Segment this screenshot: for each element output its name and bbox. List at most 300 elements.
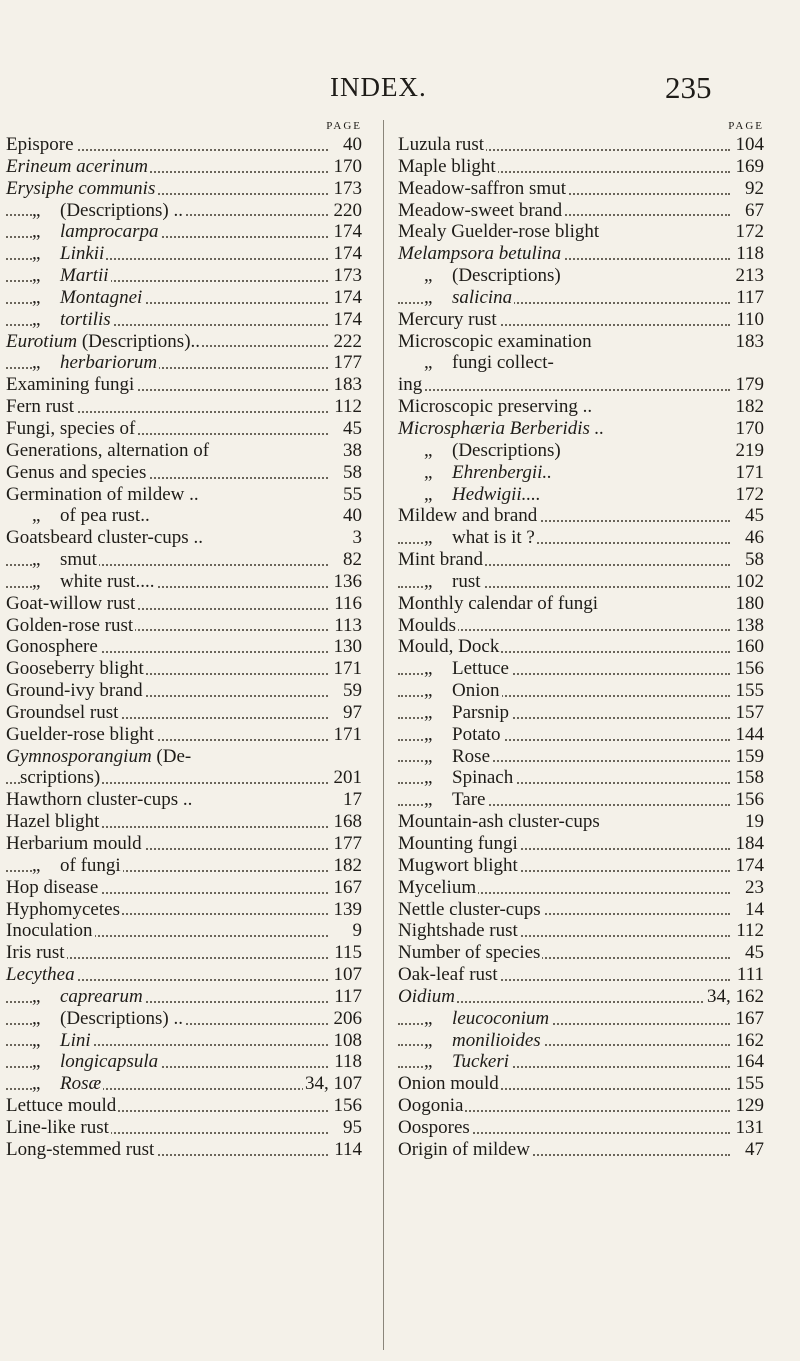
index-entry: [398, 462, 770, 484]
entry-page-ref: 174: [333, 286, 362, 308]
entry-term: Examining fungi: [6, 374, 135, 396]
index-entry: [6, 331, 368, 353]
entry-term: fungi collect-: [452, 352, 554, 374]
entry-page-ref: 156: [333, 1095, 362, 1117]
index-entry: [398, 527, 770, 549]
index-entry: [6, 877, 368, 899]
index-entry: [398, 200, 770, 222]
index-entry: [398, 243, 770, 265]
entry-page-ref: 155: [735, 1073, 764, 1095]
entry-term: Nightshade rust: [398, 920, 518, 942]
index-entry: [398, 724, 770, 746]
entry-term: Onion: [452, 680, 500, 702]
entry-term: Oospores: [398, 1116, 470, 1138]
index-entry: [6, 658, 368, 680]
entry-page-ref: 172: [735, 483, 764, 505]
entry-term: Hedwigii....: [452, 483, 541, 505]
entry-page-ref: 40: [343, 505, 362, 527]
entry-page-ref: 171: [735, 461, 764, 483]
ditto-mark: „: [424, 1007, 433, 1029]
dot-leader: [398, 389, 730, 391]
ditto-mark: „: [424, 789, 433, 811]
ditto-mark: „: [32, 1073, 41, 1095]
entry-page-ref: 182: [333, 854, 362, 876]
index-entry: [6, 200, 368, 222]
entry-page-ref: 183: [333, 374, 362, 396]
entry-term: Goat-willow rust: [6, 592, 136, 614]
ditto-mark: „: [32, 1029, 41, 1051]
entry-page-ref: 114: [334, 1138, 362, 1160]
index-entry: [398, 702, 770, 724]
entry-page-ref: 113: [334, 614, 362, 636]
entry-page-ref: 171: [333, 723, 362, 745]
ditto-mark: „: [32, 1051, 41, 1073]
entry-page-ref: 167: [735, 1007, 764, 1029]
entry-term: Ground-ivy brand: [6, 680, 143, 702]
entry-page-ref: 182: [735, 396, 764, 418]
index-entry: [398, 964, 770, 986]
entry-term: Goatsbeard cluster-cups ..: [6, 527, 203, 549]
index-entry: [6, 571, 368, 593]
entry-term: Meadow-sweet brand: [398, 199, 563, 221]
index-entry-list: [6, 134, 368, 1161]
entry-page-ref: 9: [352, 920, 362, 942]
entry-term: rust: [452, 570, 481, 592]
index-entry: [6, 352, 368, 374]
entry-page-ref: 19: [745, 811, 764, 833]
index-entry: [6, 1117, 368, 1139]
entry-term: Fungi, species of: [6, 417, 136, 439]
entry-page-ref: 58: [343, 461, 362, 483]
ditto-mark: „: [424, 483, 433, 505]
index-entry: [398, 309, 770, 331]
index-entry: [398, 221, 770, 243]
entry-page-ref: 139: [333, 898, 362, 920]
entry-page-ref: 183: [735, 330, 764, 352]
entry-term: Line-like rust: [6, 1116, 109, 1138]
entry-page-ref: 107: [333, 964, 362, 986]
entry-page-ref: 95: [343, 1116, 362, 1138]
index-entry: [6, 221, 368, 243]
index-entry: [398, 1051, 770, 1073]
index-entry: [398, 811, 770, 833]
entry-term: Mountain-ash cluster-cups: [398, 811, 600, 833]
entry-term: Maple blight: [398, 155, 496, 177]
entry-term: Meadow-saffron smut: [398, 177, 566, 199]
index-entry: [6, 134, 368, 156]
entry-page-ref: 138: [735, 614, 764, 636]
entry-page-ref: 170: [333, 155, 362, 177]
index-entry: [398, 833, 770, 855]
entry-term: longicapsula: [60, 1051, 159, 1073]
entry-page-ref: 173: [333, 265, 362, 287]
entry-term: salicina: [452, 286, 513, 308]
column-divider: [383, 120, 384, 1350]
ditto-mark: „: [32, 854, 41, 876]
entry-page-ref: 102: [735, 570, 764, 592]
entry-term: Golden-rose rust: [6, 614, 134, 636]
entry-term: Origin of mildew: [398, 1138, 530, 1160]
entry-term: caprearum: [60, 985, 143, 1007]
index-entry: [398, 396, 770, 418]
entry-term: Onion mould: [398, 1073, 499, 1095]
entry-term: Linkii: [60, 243, 105, 265]
entry-term: Germination of mildew ..: [6, 483, 199, 505]
entry-page-ref: 162: [735, 1029, 764, 1051]
entry-term: Parsnip: [452, 701, 509, 723]
entry-page-ref: 171: [333, 658, 362, 680]
index-entry: [6, 527, 368, 549]
entry-page-ref: 118: [736, 243, 764, 265]
index-entry: [6, 549, 368, 571]
entry-term: Mealy Guelder-rose blight: [398, 221, 600, 243]
entry-page-ref: 159: [735, 745, 764, 767]
index-entry: [6, 724, 368, 746]
entry-term: smut: [60, 549, 97, 571]
entry-page-ref: 115: [334, 942, 362, 964]
index-entry: [398, 331, 770, 353]
page-column-label: PAGE: [326, 120, 362, 132]
index-entry: [398, 855, 770, 877]
index-entry: [6, 243, 368, 265]
entry-term: Gymnosporangium (De-: [6, 745, 192, 767]
ditto-mark: „: [32, 505, 41, 527]
index-entry: [398, 549, 770, 571]
entry-page-ref: 110: [736, 308, 764, 330]
index-entry: [6, 396, 368, 418]
ditto-mark: „: [32, 985, 41, 1007]
ditto-mark: „: [424, 767, 433, 789]
index-entry: [6, 374, 368, 396]
entry-term: Lettuce mould: [6, 1095, 117, 1117]
entry-term: Hazel blight: [6, 811, 100, 833]
index-entry: [398, 1073, 770, 1095]
entry-term: Melampsora betulina: [398, 243, 562, 265]
index-entry: [6, 178, 368, 200]
entry-term: Microsphæria Berberidis ..: [398, 417, 605, 439]
ditto-mark: „: [32, 265, 41, 287]
index-entry: [6, 440, 368, 462]
entry-page-ref: 130: [333, 636, 362, 658]
index-entry: [398, 1030, 770, 1052]
entry-page-ref: 169: [735, 155, 764, 177]
entry-page-ref: 59: [343, 680, 362, 702]
index-entry: [398, 287, 770, 309]
entry-term: (Descriptions): [452, 439, 561, 461]
ditto-mark: „: [424, 265, 433, 287]
entry-term: Montagnei: [60, 286, 143, 308]
page-number: 235: [665, 70, 712, 105]
entry-page-ref: 156: [735, 789, 764, 811]
entry-term: Ehrenbergii..: [452, 461, 552, 483]
entry-page-ref: 45: [745, 505, 764, 527]
entry-page-ref: 14: [745, 898, 764, 920]
entry-term: (Descriptions): [452, 265, 561, 287]
index-entry: [6, 1030, 368, 1052]
entry-term: Microscopic examination: [398, 330, 592, 352]
entry-page-ref: 206: [333, 1007, 362, 1029]
entry-page-ref: 17: [343, 789, 362, 811]
entry-term: Martii: [60, 265, 109, 287]
entry-term: Lini: [60, 1029, 91, 1051]
entry-term: (Descriptions) ..: [60, 1007, 183, 1029]
entry-term: Mercury rust: [398, 308, 497, 330]
entry-page-ref: 136: [333, 570, 362, 592]
index-entry: [6, 702, 368, 724]
index-entry: [6, 505, 368, 527]
entry-term: (Descriptions) ..: [60, 199, 183, 221]
entry-term: Tuckeri: [452, 1051, 509, 1073]
entry-term: Inoculation: [6, 920, 93, 942]
index-entry: [398, 571, 770, 593]
entry-page-ref: 157: [735, 701, 764, 723]
ditto-mark: „: [424, 570, 433, 592]
index-entry: [6, 855, 368, 877]
entry-term: herbariorum: [60, 352, 158, 374]
entry-term: monilioides: [452, 1029, 541, 1051]
entry-term: Nettle cluster-cups: [398, 898, 541, 920]
index-entry: [6, 593, 368, 615]
index-entry: [6, 986, 368, 1008]
index-entry: [6, 418, 368, 440]
entry-term: Potato: [452, 723, 501, 745]
index-entry: [6, 680, 368, 702]
index-entry: [398, 1117, 770, 1139]
entry-page-ref: 40: [343, 134, 362, 155]
index-entry: [6, 1139, 368, 1161]
entry-page-ref: 172: [735, 221, 764, 243]
entry-term: Tare: [452, 789, 486, 811]
index-entry: [398, 352, 770, 374]
index-entry: [6, 309, 368, 331]
entry-term: Generations, alternation of: [6, 439, 210, 461]
entry-term: Number of species: [398, 942, 541, 964]
entry-page-ref: 220: [333, 199, 362, 221]
entry-term: Hop disease: [6, 876, 99, 898]
entry-term: Mounting fungi: [398, 833, 518, 854]
index-entry: [398, 986, 770, 1008]
ditto-mark: „: [32, 570, 41, 592]
entry-term: Long-stemmed rust: [6, 1138, 155, 1160]
index-entry: [6, 942, 368, 964]
index-entry: [6, 767, 368, 789]
ditto-mark: „: [424, 352, 433, 374]
entry-page-ref: 116: [334, 592, 362, 614]
entry-term: Gooseberry blight: [6, 658, 144, 680]
entry-term: Genus and species: [6, 461, 147, 483]
ditto-mark: „: [32, 1007, 41, 1029]
ditto-mark: „: [32, 549, 41, 571]
entry-term: what is it ?: [452, 527, 535, 549]
ditto-mark: „: [424, 1029, 433, 1051]
entry-page-ref: 92: [745, 177, 764, 199]
index-entry: [398, 877, 770, 899]
index-entry: [398, 1139, 770, 1161]
entry-page-ref: 117: [736, 286, 764, 308]
ditto-mark: „: [424, 527, 433, 549]
entry-page-ref: 38: [343, 439, 362, 461]
ditto-mark: „: [424, 439, 433, 461]
entry-term: Spinach: [452, 767, 514, 789]
index-entry: [6, 920, 368, 942]
entry-term: Oogonia: [398, 1095, 464, 1117]
index-entry: [6, 964, 368, 986]
entry-term: tortilis: [60, 308, 111, 330]
entry-term: Monthly calendar of fungi: [398, 592, 598, 614]
entry-page-ref: 173: [333, 177, 362, 199]
ditto-mark: „: [32, 352, 41, 374]
entry-page-ref: 23: [745, 876, 764, 898]
index-entry: [6, 484, 368, 506]
index-entry: [398, 680, 770, 702]
index-entry: [6, 746, 368, 768]
index-entry: [398, 899, 770, 921]
entry-page-ref: 34, 107: [305, 1073, 362, 1095]
index-entry: [398, 658, 770, 680]
entry-term: Groundsel rust: [6, 701, 119, 723]
entry-term: Mugwort blight: [398, 854, 518, 876]
entry-term: lamprocarpa: [60, 221, 159, 243]
entry-page-ref: 3: [352, 527, 362, 549]
index-entry: [398, 156, 770, 178]
entry-page-ref: 174: [333, 308, 362, 330]
entry-term: Mycelium: [398, 876, 477, 898]
index-entry: [6, 636, 368, 658]
entry-page-ref: 117: [334, 985, 362, 1007]
index-entry: [398, 134, 770, 156]
index-entry: [398, 746, 770, 768]
entry-page-ref: 179: [735, 374, 764, 396]
entry-term: Epispore: [6, 134, 74, 155]
entry-page-ref: 174: [333, 221, 362, 243]
entry-page-ref: 104: [735, 134, 764, 155]
index-entry: [398, 374, 770, 396]
entry-page-ref: 45: [745, 942, 764, 964]
entry-term: of fungi: [60, 854, 121, 876]
page-column-label: PAGE: [728, 120, 764, 132]
entry-term: Hyphomycetes: [6, 898, 120, 920]
ditto-mark: „: [32, 308, 41, 330]
index-entry: [6, 1008, 368, 1030]
index-entry: [398, 505, 770, 527]
entry-page-ref: 97: [343, 701, 362, 723]
entry-page-ref: 168: [333, 811, 362, 833]
index-entry: [398, 767, 770, 789]
entry-term: scriptions): [20, 767, 101, 789]
entry-page-ref: 184: [735, 833, 764, 854]
entry-term: Luzula rust: [398, 134, 485, 155]
entry-page-ref: 174: [333, 243, 362, 265]
entry-term: ing: [398, 374, 423, 396]
entry-page-ref: 112: [334, 396, 362, 418]
entry-page-ref: 201: [333, 767, 362, 789]
index-entry: [6, 1051, 368, 1073]
entry-term: Oidium: [398, 985, 455, 1007]
index-entry: [398, 484, 770, 506]
index-entry: [398, 178, 770, 200]
index-entry: [398, 440, 770, 462]
ditto-mark: „: [32, 221, 41, 243]
entry-term: Guelder-rose blight: [6, 723, 154, 745]
index-entry: [6, 265, 368, 287]
entry-term: Herbarium mould: [6, 833, 142, 854]
running-title: INDEX.: [330, 72, 427, 102]
entry-term: Oak-leaf rust: [398, 964, 498, 986]
entry-term: Moulds: [398, 614, 457, 636]
entry-page-ref: 219: [735, 439, 764, 461]
index-entry: [6, 156, 368, 178]
index-column-left: [6, 120, 368, 1161]
index-column-right: [398, 120, 770, 1161]
index-entry: [6, 287, 368, 309]
entry-page-ref: 47: [745, 1138, 764, 1160]
index-entry: [398, 418, 770, 440]
entry-page-ref: 67: [745, 199, 764, 221]
entry-page-ref: 129: [735, 1095, 764, 1117]
entry-page-ref: 111: [736, 964, 764, 986]
entry-page-ref: 164: [735, 1051, 764, 1073]
index-entry: [6, 1073, 368, 1095]
entry-term: Rosæ: [60, 1073, 102, 1095]
entry-page-ref: 112: [736, 920, 764, 942]
entry-page-ref: 160: [735, 636, 764, 658]
entry-page-ref: 46: [745, 527, 764, 549]
index-entry: [6, 833, 368, 855]
entry-page-ref: 34, 162: [707, 985, 764, 1007]
index-entry: [398, 636, 770, 658]
ditto-mark: „: [424, 286, 433, 308]
entry-page-ref: 55: [343, 483, 362, 505]
entry-page-ref: 177: [333, 833, 362, 854]
entry-term: white rust....: [60, 570, 155, 592]
index-entry: [398, 615, 770, 637]
index-entry: [398, 265, 770, 287]
entry-page-ref: 170: [735, 417, 764, 439]
entry-term: of pea rust..: [60, 505, 150, 527]
entry-term: Hawthorn cluster-cups ..: [6, 789, 193, 811]
index-entry: [6, 811, 368, 833]
index-entry: [6, 615, 368, 637]
ditto-mark: „: [424, 723, 433, 745]
entry-term: Lecythea: [6, 964, 75, 986]
index-entry: [398, 593, 770, 615]
index-entry: [398, 942, 770, 964]
entry-term: Rose: [452, 745, 490, 767]
entry-page-ref: 158: [735, 767, 764, 789]
entry-page-ref: 144: [735, 723, 764, 745]
entry-term: Microscopic preserving ..: [398, 396, 593, 418]
index-entry: [398, 1008, 770, 1030]
entry-page-ref: 155: [735, 680, 764, 702]
entry-page-ref: 213: [735, 265, 764, 287]
index-entry: [398, 789, 770, 811]
entry-term: Mildew and brand: [398, 505, 538, 527]
ditto-mark: „: [424, 461, 433, 483]
index-entry: [398, 920, 770, 942]
ditto-mark: „: [424, 680, 433, 702]
entry-term: Eurotium (Descriptions)..: [6, 330, 201, 352]
entry-term: Mint brand: [398, 549, 483, 571]
entry-page-ref: 131: [735, 1116, 764, 1138]
entry-page-ref: 167: [333, 876, 362, 898]
ditto-mark: „: [424, 701, 433, 723]
entry-term: Erineum acerinum: [6, 155, 148, 177]
entry-term: leucoconium: [452, 1007, 550, 1029]
entry-term: Erysiphe communis: [6, 177, 156, 199]
entry-page-ref: 118: [334, 1051, 362, 1073]
entry-page-ref: 174: [735, 854, 764, 876]
index-entry: [6, 789, 368, 811]
